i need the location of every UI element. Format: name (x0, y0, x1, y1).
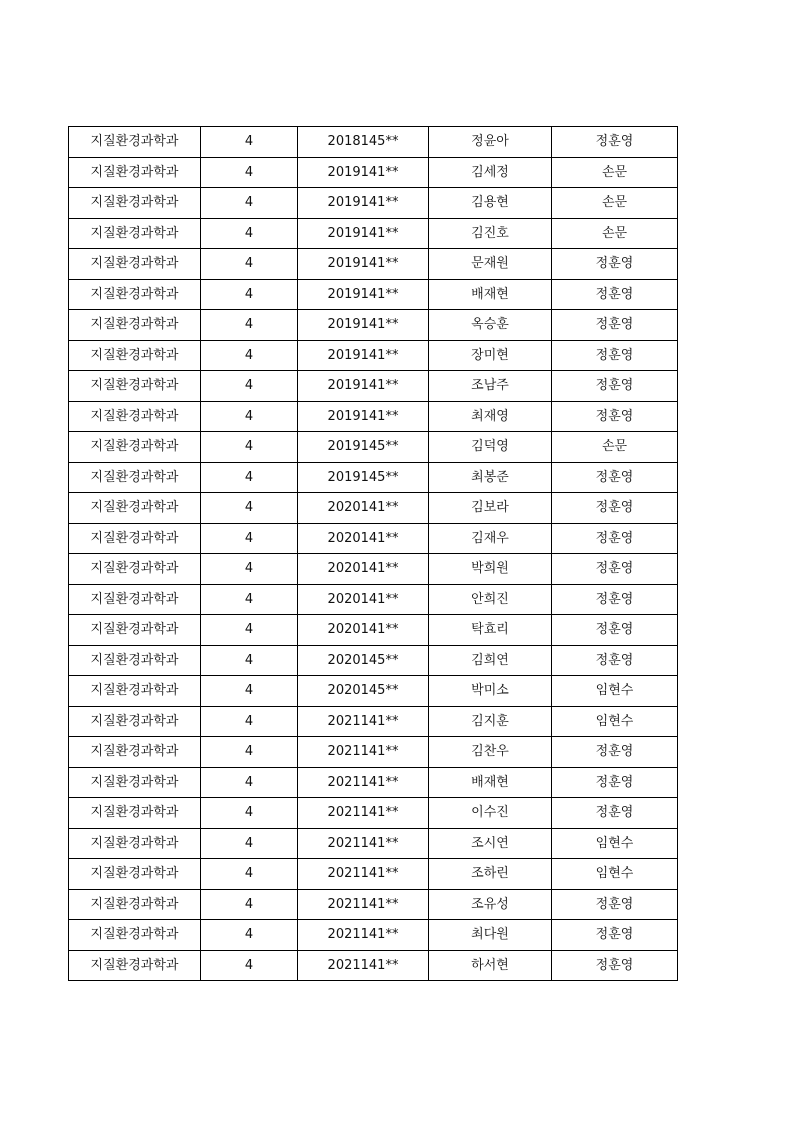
department-cell: 지질환경과학과 (69, 767, 201, 798)
department-cell: 지질환경과학과 (69, 889, 201, 920)
table-row (69, 767, 678, 798)
table-row (69, 340, 678, 371)
student-name-cell: 박미소 (429, 676, 552, 707)
table-row (69, 218, 678, 249)
student-id-cell: 2021141** (298, 706, 429, 737)
advisor-cell: 정훈영 (552, 645, 678, 676)
student-name-cell: 김세정 (429, 157, 552, 188)
grade-cell: 4 (201, 462, 298, 493)
student-id-cell: 2019141** (298, 157, 429, 188)
student-name-cell: 옥승훈 (429, 310, 552, 341)
advisor-cell: 임현수 (552, 828, 678, 859)
table-row (69, 523, 678, 554)
student-id-cell: 2020141** (298, 493, 429, 524)
department-cell: 지질환경과학과 (69, 554, 201, 585)
grade-cell: 4 (201, 188, 298, 219)
student-name-cell: 조시연 (429, 828, 552, 859)
student-id-cell: 2020141** (298, 584, 429, 615)
department-cell: 지질환경과학과 (69, 279, 201, 310)
advisor-cell: 정훈영 (552, 767, 678, 798)
student-name-cell: 최재영 (429, 401, 552, 432)
grade-cell: 4 (201, 889, 298, 920)
student-id-cell: 2019141** (298, 401, 429, 432)
student-name-cell: 김찬우 (429, 737, 552, 768)
department-cell: 지질환경과학과 (69, 950, 201, 981)
table-row (69, 401, 678, 432)
student-id-cell: 2020145** (298, 676, 429, 707)
department-cell: 지질환경과학과 (69, 920, 201, 951)
department-cell: 지질환경과학과 (69, 432, 201, 463)
advisor-cell: 정훈영 (552, 493, 678, 524)
advisor-cell: 정훈영 (552, 279, 678, 310)
student-name-cell: 안희진 (429, 584, 552, 615)
advisor-cell: 정훈영 (552, 249, 678, 280)
advisor-cell: 정훈영 (552, 584, 678, 615)
student-id-cell: 2019141** (298, 218, 429, 249)
grade-cell: 4 (201, 523, 298, 554)
student-name-cell: 장미현 (429, 340, 552, 371)
grade-cell: 4 (201, 920, 298, 951)
student-id-cell: 2021141** (298, 737, 429, 768)
table-row (69, 859, 678, 890)
grade-cell: 4 (201, 828, 298, 859)
table-row (69, 310, 678, 341)
table-row (69, 889, 678, 920)
student-name-cell: 하서현 (429, 950, 552, 981)
table-row (69, 950, 678, 981)
student-id-cell: 2020145** (298, 645, 429, 676)
advisor-cell: 정훈영 (552, 615, 678, 646)
advisor-cell: 손문 (552, 188, 678, 219)
advisor-cell: 정훈영 (552, 401, 678, 432)
grade-cell: 4 (201, 950, 298, 981)
student-id-cell: 2019141** (298, 279, 429, 310)
student-name-cell: 김용현 (429, 188, 552, 219)
table-row (69, 645, 678, 676)
student-id-cell: 2021141** (298, 859, 429, 890)
grade-cell: 4 (201, 798, 298, 829)
grade-cell: 4 (201, 279, 298, 310)
department-cell: 지질환경과학과 (69, 706, 201, 737)
grade-cell: 4 (201, 249, 298, 280)
grade-cell: 4 (201, 737, 298, 768)
department-cell: 지질환경과학과 (69, 737, 201, 768)
student-id-cell: 2019145** (298, 432, 429, 463)
department-cell: 지질환경과학과 (69, 127, 201, 158)
advisor-cell: 임현수 (552, 706, 678, 737)
advisor-cell: 정훈영 (552, 340, 678, 371)
department-cell: 지질환경과학과 (69, 645, 201, 676)
student-name-cell: 최봉준 (429, 462, 552, 493)
student-roster-table (68, 126, 678, 981)
department-cell: 지질환경과학과 (69, 462, 201, 493)
grade-cell: 4 (201, 554, 298, 585)
table-row (69, 157, 678, 188)
table-row (69, 249, 678, 280)
grade-cell: 4 (201, 432, 298, 463)
student-name-cell: 문재원 (429, 249, 552, 280)
grade-cell: 4 (201, 310, 298, 341)
department-cell: 지질환경과학과 (69, 310, 201, 341)
student-name-cell: 배재현 (429, 279, 552, 310)
grade-cell: 4 (201, 767, 298, 798)
table-row (69, 737, 678, 768)
student-id-cell: 2021141** (298, 920, 429, 951)
department-cell: 지질환경과학과 (69, 676, 201, 707)
student-name-cell: 김재우 (429, 523, 552, 554)
student-name-cell: 조하린 (429, 859, 552, 890)
student-name-cell: 정윤아 (429, 127, 552, 158)
table-row (69, 554, 678, 585)
student-name-cell: 최다원 (429, 920, 552, 951)
advisor-cell: 손문 (552, 157, 678, 188)
advisor-cell: 정훈영 (552, 889, 678, 920)
table-row (69, 584, 678, 615)
advisor-cell: 정훈영 (552, 310, 678, 341)
grade-cell: 4 (201, 371, 298, 402)
student-name-cell: 탁효리 (429, 615, 552, 646)
grade-cell: 4 (201, 706, 298, 737)
table-row (69, 828, 678, 859)
advisor-cell: 정훈영 (552, 920, 678, 951)
grade-cell: 4 (201, 615, 298, 646)
table-row (69, 615, 678, 646)
grade-cell: 4 (201, 645, 298, 676)
student-id-cell: 2019141** (298, 371, 429, 402)
student-id-cell: 2018145** (298, 127, 429, 158)
student-name-cell: 배재현 (429, 767, 552, 798)
student-id-cell: 2019141** (298, 249, 429, 280)
advisor-cell: 정훈영 (552, 554, 678, 585)
student-name-cell: 조유성 (429, 889, 552, 920)
student-name-cell: 김지훈 (429, 706, 552, 737)
student-name-cell: 조남주 (429, 371, 552, 402)
student-id-cell: 2021141** (298, 950, 429, 981)
table-row (69, 279, 678, 310)
department-cell: 지질환경과학과 (69, 188, 201, 219)
table-row (69, 493, 678, 524)
student-id-cell: 2021141** (298, 828, 429, 859)
grade-cell: 4 (201, 340, 298, 371)
grade-cell: 4 (201, 127, 298, 158)
student-name-cell: 박희원 (429, 554, 552, 585)
advisor-cell: 정훈영 (552, 950, 678, 981)
department-cell: 지질환경과학과 (69, 859, 201, 890)
advisor-cell: 정훈영 (552, 798, 678, 829)
student-name-cell: 김진호 (429, 218, 552, 249)
table-row (69, 920, 678, 951)
advisor-cell: 정훈영 (552, 371, 678, 402)
department-cell: 지질환경과학과 (69, 584, 201, 615)
grade-cell: 4 (201, 157, 298, 188)
table-row (69, 432, 678, 463)
department-cell: 지질환경과학과 (69, 340, 201, 371)
student-id-cell: 2019141** (298, 340, 429, 371)
table-row (69, 462, 678, 493)
grade-cell: 4 (201, 401, 298, 432)
student-id-cell: 2019145** (298, 462, 429, 493)
grade-cell: 4 (201, 584, 298, 615)
grade-cell: 4 (201, 218, 298, 249)
table-row (69, 188, 678, 219)
student-id-cell: 2021141** (298, 798, 429, 829)
department-cell: 지질환경과학과 (69, 798, 201, 829)
advisor-cell: 임현수 (552, 676, 678, 707)
advisor-cell: 손문 (552, 218, 678, 249)
department-cell: 지질환경과학과 (69, 249, 201, 280)
department-cell: 지질환경과학과 (69, 218, 201, 249)
roster-body (69, 127, 678, 981)
student-id-cell: 2021141** (298, 889, 429, 920)
table-row (69, 798, 678, 829)
table-row (69, 676, 678, 707)
department-cell: 지질환경과학과 (69, 828, 201, 859)
advisor-cell: 정훈영 (552, 523, 678, 554)
student-name-cell: 김덕영 (429, 432, 552, 463)
student-id-cell: 2019141** (298, 310, 429, 341)
student-name-cell: 이수진 (429, 798, 552, 829)
student-id-cell: 2020141** (298, 523, 429, 554)
department-cell: 지질환경과학과 (69, 371, 201, 402)
grade-cell: 4 (201, 859, 298, 890)
advisor-cell: 정훈영 (552, 127, 678, 158)
table-row (69, 706, 678, 737)
student-id-cell: 2021141** (298, 767, 429, 798)
table-row (69, 127, 678, 158)
department-cell: 지질환경과학과 (69, 493, 201, 524)
grade-cell: 4 (201, 493, 298, 524)
grade-cell: 4 (201, 676, 298, 707)
student-name-cell: 김희연 (429, 645, 552, 676)
department-cell: 지질환경과학과 (69, 615, 201, 646)
student-id-cell: 2020141** (298, 615, 429, 646)
student-id-cell: 2019141** (298, 188, 429, 219)
department-cell: 지질환경과학과 (69, 401, 201, 432)
student-id-cell: 2020141** (298, 554, 429, 585)
advisor-cell: 임현수 (552, 859, 678, 890)
department-cell: 지질환경과학과 (69, 523, 201, 554)
advisor-cell: 정훈영 (552, 737, 678, 768)
advisor-cell: 정훈영 (552, 462, 678, 493)
department-cell: 지질환경과학과 (69, 157, 201, 188)
advisor-cell: 손문 (552, 432, 678, 463)
student-name-cell: 김보라 (429, 493, 552, 524)
table-row (69, 371, 678, 402)
